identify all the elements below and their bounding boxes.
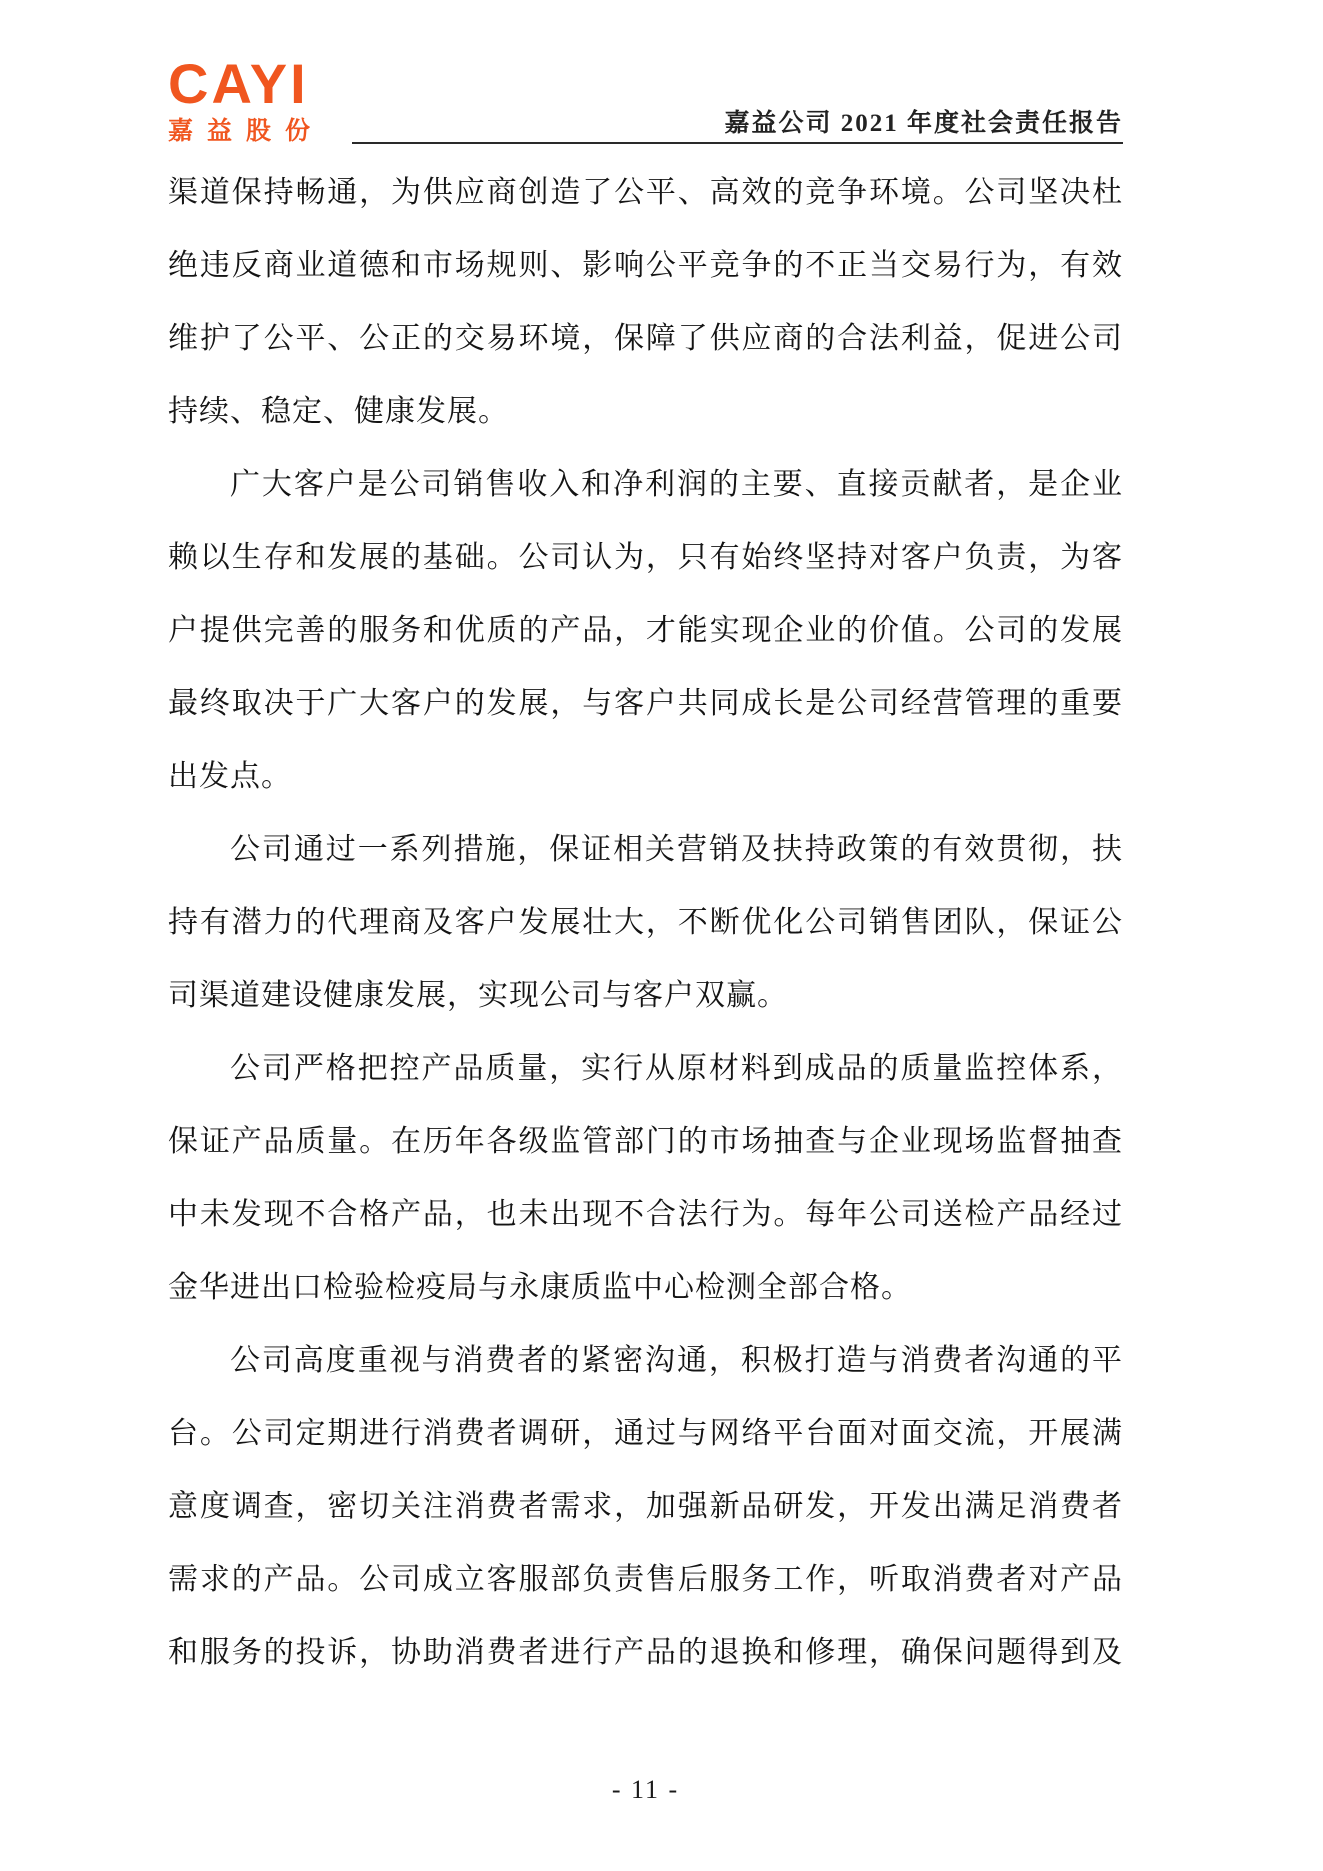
body-line: 渠道保持畅通，为供应商创造了公平、高效的竞争环境。公司坚决杜 — [168, 176, 1123, 209]
logo-brand-text: CAYI — [168, 52, 309, 115]
body-line: 持续、稳定、健康发展。 — [168, 395, 509, 428]
logo-subtitle-text: 嘉益股份 — [168, 117, 325, 145]
body-line: 台。公司定期进行消费者调研，通过与网络平台面对面交流，开展满 — [168, 1417, 1123, 1450]
body-line: 广大客户是公司销售收入和净利润的主要、直接贡献者，是企业 — [230, 468, 1123, 501]
body-line: 公司通过一系列措施，保证相关营销及扶持政策的有效贯彻，扶 — [230, 833, 1123, 866]
body-line: 中未发现不合格产品，也未出现不合法行为。每年公司送检产品经过 — [168, 1198, 1123, 1231]
body-line: 出发点。 — [168, 760, 292, 793]
body-line: 公司严格把控产品质量，实行从原材料到成品的质量监控体系， — [230, 1052, 1123, 1085]
body-line: 意度调查，密切关注消费者需求，加强新品研发，开发出满足消费者 — [168, 1490, 1123, 1523]
company-logo — [168, 52, 325, 145]
body-line: 维护了公平、公正的交易环境，保障了供应商的合法利益，促进公司 — [168, 322, 1123, 355]
body-line: 绝违反商业道德和市场规则、影响公平竞争的不正当交易行为，有效 — [168, 249, 1123, 282]
body-line: 保证产品质量。在历年各级监管部门的市场抽查与企业现场监督抽查 — [168, 1125, 1123, 1158]
body-line: 金华进出口检验检疫局与永康质监中心检测全部合格。 — [168, 1271, 912, 1304]
body-line: 公司高度重视与消费者的紧密沟通，积极打造与消费者沟通的平 — [230, 1344, 1123, 1377]
page-header — [168, 52, 1123, 145]
body-line: 持有潜力的代理商及客户发展壮大，不断优化公司销售团队，保证公 — [168, 906, 1123, 939]
header-title-block — [352, 103, 1123, 144]
body-line: 户提供完善的服务和优质的产品，才能实现企业的价值。公司的发展 — [168, 614, 1123, 647]
page-number: - 11 - — [611, 1775, 680, 1804]
body-line: 司渠道建设健康发展，实现公司与客户双赢。 — [168, 979, 788, 1012]
report-body — [168, 156, 1123, 1689]
page-footer — [168, 1775, 1123, 1805]
body-line: 赖以生存和发展的基础。公司认为，只有始终坚持对客户负责，为客 — [168, 541, 1123, 574]
body-line: 需求的产品。公司成立客服部负责售后服务工作，听取消费者对产品 — [168, 1563, 1123, 1596]
body-line: 最终取决于广大客户的发展，与客户共同成长是公司经营管理的重要 — [168, 687, 1123, 720]
body-line: 和服务的投诉，协助消费者进行产品的退换和修理，确保问题得到及 — [168, 1636, 1123, 1669]
report-header-title: 嘉益公司 2021 年度社会责任报告 — [724, 110, 1123, 137]
